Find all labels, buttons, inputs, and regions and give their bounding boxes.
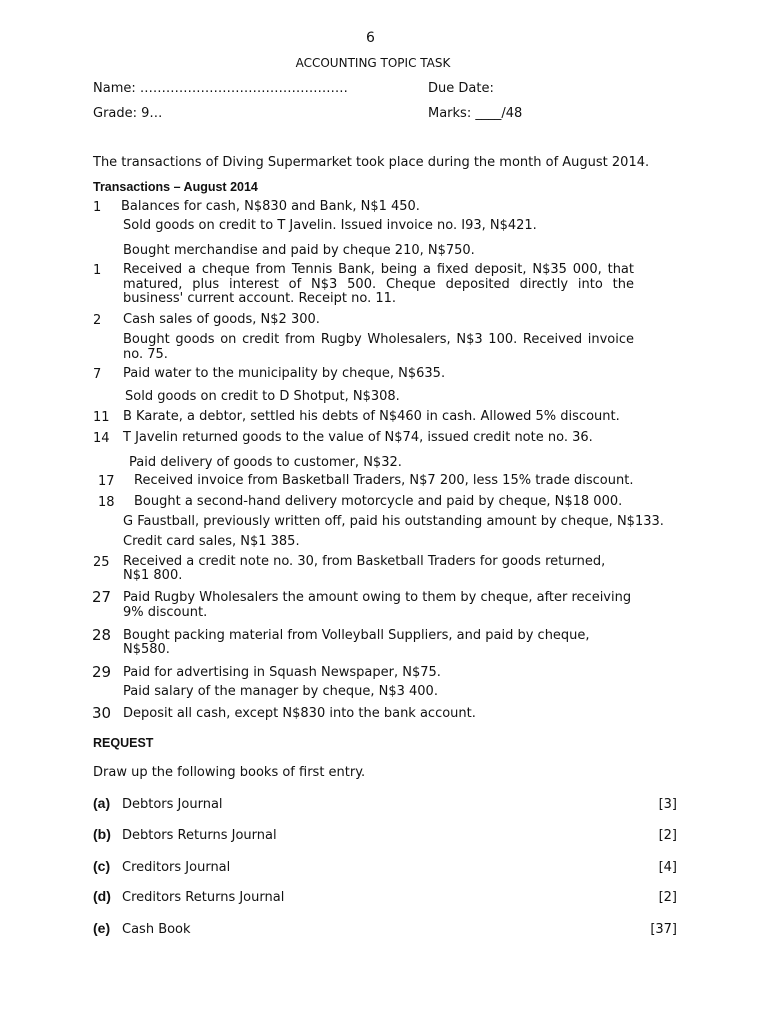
request-text: Creditors Journal bbox=[122, 860, 231, 875]
transaction-text: Bought a second-hand delivery motorcycle and paid by cheque, N$18 000. bbox=[134, 494, 623, 509]
transaction-text: Received a cheque from Tennis Bank, being a fixed deposit, N$35 000, that matured, plus interest of N$3 500. Cheque deposited directly into the business' current account. Receipt no. 11. bbox=[123, 262, 634, 306]
transaction-text: 9% discount. bbox=[123, 605, 208, 620]
marks-line: Marks: ____/48 bbox=[428, 106, 523, 121]
transaction-day: 7 bbox=[93, 367, 102, 382]
transaction-text: Paid delivery of goods to customer, N$32. bbox=[129, 455, 402, 470]
transaction-day: 27 bbox=[92, 588, 112, 606]
request-text: Debtors Returns Journal bbox=[122, 828, 277, 843]
transaction-text: Paid salary of the manager by cheque, N$3 400. bbox=[123, 684, 438, 699]
request-text: Creditors Returns Journal bbox=[122, 890, 285, 905]
transaction-day: 29 bbox=[92, 663, 112, 681]
transaction-text: Sold goods on credit to T Javelin. Issued invoice no. I93, N$421. bbox=[123, 218, 537, 233]
transaction-text: Paid Rugby Wholesalers the amount owing to them by cheque, after receiving bbox=[123, 590, 632, 605]
transaction-day: 28 bbox=[92, 626, 112, 644]
request-label: (c) bbox=[93, 858, 111, 874]
transaction-day: 14 bbox=[93, 431, 110, 446]
intro-paragraph: The transactions of Diving Supermarket took place during the month of August 2014. bbox=[93, 155, 650, 170]
grade-line: Grade: 9… bbox=[93, 106, 163, 121]
request-marks: [4] bbox=[658, 860, 677, 875]
transaction-text: Received a credit note no. 30, from Basketball Traders for goods returned, bbox=[123, 554, 606, 569]
request-intro: Draw up the following books of first entry. bbox=[93, 765, 366, 780]
request-marks: [3] bbox=[658, 797, 677, 812]
transaction-text: Paid water to the municipality by cheque, N$635. bbox=[123, 366, 446, 381]
transaction-day: 17 bbox=[98, 474, 115, 489]
page-title: ACCOUNTING TOPIC TASK bbox=[295, 56, 451, 70]
transaction-day: 1 bbox=[93, 200, 102, 215]
request-heading: REQUEST bbox=[93, 736, 154, 750]
transaction-text: G Faustball, previously written off, paid his outstanding amount by cheque, N$133. bbox=[123, 514, 664, 529]
transaction-day: 1 bbox=[93, 263, 102, 278]
transaction-day: 25 bbox=[93, 555, 110, 570]
transaction-text: Received invoice from Basketball Traders, N$7 200, less 15% trade discount. bbox=[134, 473, 634, 488]
transaction-text: N$580. bbox=[123, 642, 170, 657]
request-marks: [2] bbox=[658, 890, 677, 905]
transaction-day: 11 bbox=[93, 410, 110, 425]
transaction-text: Credit card sales, N$1 385. bbox=[123, 534, 300, 549]
transaction-day: 30 bbox=[92, 704, 112, 722]
request-label: (a) bbox=[93, 795, 111, 811]
transaction-text: Balances for cash, N$830 and Bank, N$1 450. bbox=[121, 199, 420, 214]
transaction-text: Bought merchandise and paid by cheque 210, N$750. bbox=[123, 243, 475, 258]
transaction-text: B Karate, a debtor, settled his debts of N$460 in cash. Allowed 5% discount. bbox=[123, 409, 620, 424]
transaction-text: Deposit all cash, except N$830 into the bank account. bbox=[123, 706, 476, 721]
request-label: (b) bbox=[93, 826, 111, 842]
transaction-text: Bought packing material from Volleyball Suppliers, and paid by cheque, bbox=[123, 628, 590, 643]
transaction-day: 2 bbox=[93, 313, 102, 328]
transaction-text: N$1 800. bbox=[123, 568, 183, 583]
transaction-text: Bought goods on credit from Rugby Wholesalers, N$3 100. Received invoice no. 75. bbox=[123, 332, 634, 362]
request-text: Cash Book bbox=[122, 922, 191, 937]
transactions-heading: Transactions – August 2014 bbox=[93, 180, 258, 194]
transaction-text: Cash sales of goods, N$2 300. bbox=[123, 312, 320, 327]
request-marks: [37] bbox=[650, 922, 677, 937]
name-line: Name: ………………………………………… bbox=[93, 81, 348, 96]
request-text: Debtors Journal bbox=[122, 797, 223, 812]
request-label: (d) bbox=[93, 888, 111, 904]
page-number: 6 bbox=[366, 30, 375, 46]
request-label: (e) bbox=[93, 920, 111, 936]
due-date-label: Due Date: bbox=[428, 81, 494, 96]
request-marks: [2] bbox=[658, 828, 677, 843]
transaction-text: Sold goods on credit to D Shotput, N$308. bbox=[125, 389, 400, 404]
transaction-text: T Javelin returned goods to the value of N$74, issued credit note no. 36. bbox=[123, 430, 593, 445]
transaction-text: Paid for advertising in Squash Newspaper, N$75. bbox=[123, 665, 441, 680]
transaction-day: 18 bbox=[98, 495, 115, 510]
